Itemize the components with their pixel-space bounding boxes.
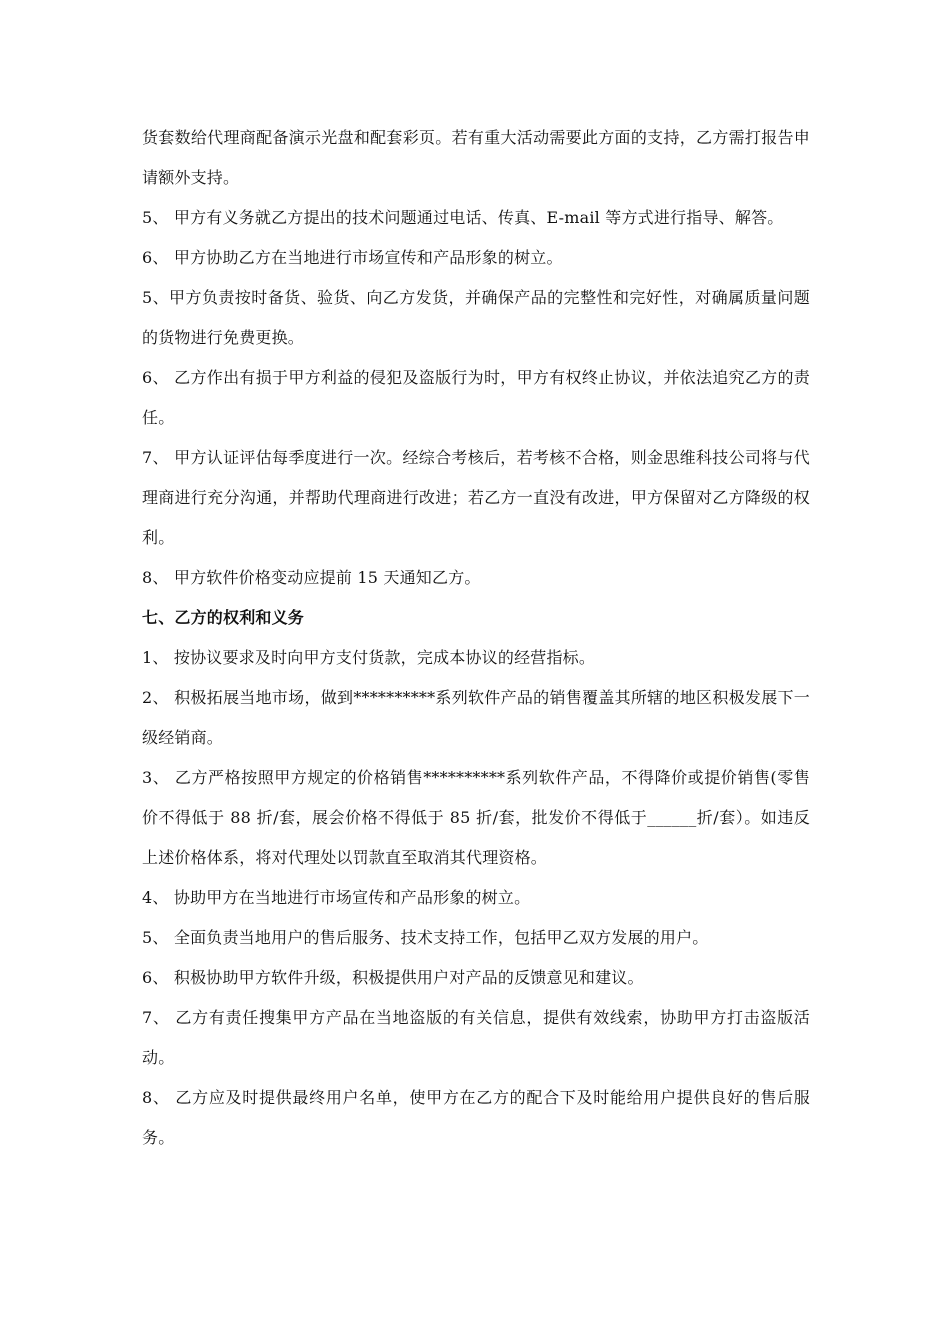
paragraph-party-b-8: 8、 乙方应及时提供最终用户名单，使甲方在乙方的配合下及时能给用户提供良好的售后服务。 (142, 1088, 810, 1147)
paragraph-party-b-3: 3、 乙方严格按照甲方规定的价格销售**********系列软件产品，不得降价或提价销售(零售价不得低于 88 折/套，展会价格不得低于 85 折/套，批发价不得低于______折/套）。如违反上述价格体系，将对代理处以罚款直至取消其代理资格。 (142, 768, 810, 867)
paragraph-party-b-4: 4、 协助甲方在当地进行市场宣传和产品形象的树立。 (142, 888, 531, 907)
paragraph-party-b-6: 6、 积极协助甲方软件升级，积极提供用户对产品的反馈意见和建议。 (142, 968, 644, 987)
paragraph-party-b-5: 5、 全面负责当地用户的售后服务、技术支持工作，包括甲乙双方发展的用户。 (142, 928, 709, 947)
paragraph-party-a-5-delivery: 5、甲方负责按时备货、验货、向乙方发货，并确保产品的完整性和完好性，对确属质量问题的货物进行免费更换。 (142, 288, 810, 347)
paragraph-party-a-7-evaluation: 7、 甲方认证评估每季度进行一次。经综合考核后，若考核不合格，则金思维科技公司将与代理商进行充分沟通，并帮助代理商进行改进；若乙方一直没有改进，甲方保留对乙方降级的权利。 (142, 448, 810, 547)
document-body (142, 118, 810, 1158)
paragraph-party-a-5-tech-support: 5、 甲方有义务就乙方提出的技术问题通过电话、传真、E-mail 等方式进行指导、解答。 (142, 208, 784, 227)
paragraph-continuation: 货套数给代理商配备演示光盘和配套彩页。若有重大活动需要此方面的支持，乙方需打报告申请额外支持。 (142, 128, 810, 187)
paragraph-party-a-6-termination: 6、 乙方作出有损于甲方利益的侵犯及盗版行为时，甲方有权终止协议，并依法追究乙方的责任。 (142, 368, 810, 427)
paragraph-party-b-2: 2、 积极拓展当地市场，做到**********系列软件产品的销售覆盖其所辖的地区积极发展下一级经销商。 (142, 688, 810, 747)
section-heading: 七、乙方的权利和义务 (142, 608, 305, 627)
paragraph-party-b-1: 1、 按协议要求及时向甲方支付货款，完成本协议的经营指标。 (142, 648, 596, 667)
paragraph-party-a-6-marketing: 6、 甲方协助乙方在当地进行市场宣传和产品形象的树立。 (142, 248, 563, 267)
paragraph-party-b-7: 7、 乙方有责任搜集甲方产品在当地盗版的有关信息，提供有效线索，协助甲方打击盗版活动。 (142, 1008, 810, 1067)
paragraph-party-a-8-price-notice: 8、 甲方软件价格变动应提前 15 天通知乙方。 (142, 568, 481, 587)
